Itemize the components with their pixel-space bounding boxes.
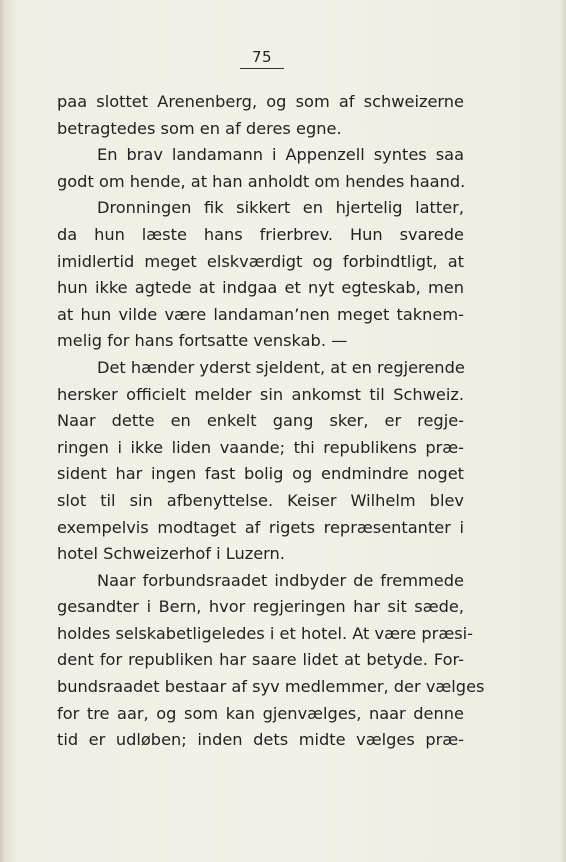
text-line: Det hænder yderst sjeldent, at en regjerende xyxy=(97,357,465,377)
text-line: tid er udløben; inden dets midte vælges præ- xyxy=(57,730,464,750)
text-line: Naar forbundsraadet indbyder de fremmede xyxy=(97,570,464,590)
text-line: hotel Schweizerhof i Luzern. xyxy=(57,544,285,564)
text-line: betragtedes som en af deres egne. xyxy=(57,118,342,138)
text-line: slot til sin afbenyttelse. Keiser Wilhelm blev xyxy=(57,490,464,510)
text-line: for tre aar, og som kan gjenvælges, naar denne xyxy=(57,703,464,723)
text-line: ringen i ikke liden vaande; thi republikens præ- xyxy=(57,437,464,457)
text-line: hersker officielt melder sin ankomst til Schweiz. xyxy=(57,384,464,404)
page-number: 75 xyxy=(240,48,284,69)
text-line: bundsraadet bestaar af syv medlemmer, der vælges xyxy=(57,677,485,697)
text-line: sident har ingen fast bolig og endmindre noget xyxy=(57,464,464,484)
text-line: exempelvis modtaget af rigets repræsentanter i xyxy=(57,517,464,537)
text-line: holdes selskabetligeledes i et hotel. At være præsi- xyxy=(57,623,473,643)
text-line: En brav landamann i Appenzell syntes saa xyxy=(97,145,464,165)
text-line: dent for republiken har saare lidet at betyde. For- xyxy=(57,650,464,670)
text-line: Dronningen fik sikkert en hjertelig latter, xyxy=(97,198,464,218)
text-line: paa slottet Arenenberg, og som af schweizerne xyxy=(57,92,464,111)
body-text xyxy=(57,89,485,754)
text-line: imidlertid meget elskværdigt og forbindtligt, at xyxy=(57,251,464,271)
text-line: gesandter i Bern, hvor regjeringen har sit sæde, xyxy=(57,597,464,617)
text-line: melig for hans fortsatte venskab. — xyxy=(57,331,348,351)
text-line: Naar dette en enkelt gang sker, er regje- xyxy=(57,411,464,431)
text-line: da hun læste hans frierbrev. Hun svarede xyxy=(57,224,464,244)
text-line: hun ikke agtede at indgaa et nyt egteskab, men xyxy=(57,278,464,298)
text-line: godt om hende, at han anholdt om hendes haand. xyxy=(57,171,466,191)
text-line: at hun vilde være landaman’nen meget taknem- xyxy=(57,304,464,324)
